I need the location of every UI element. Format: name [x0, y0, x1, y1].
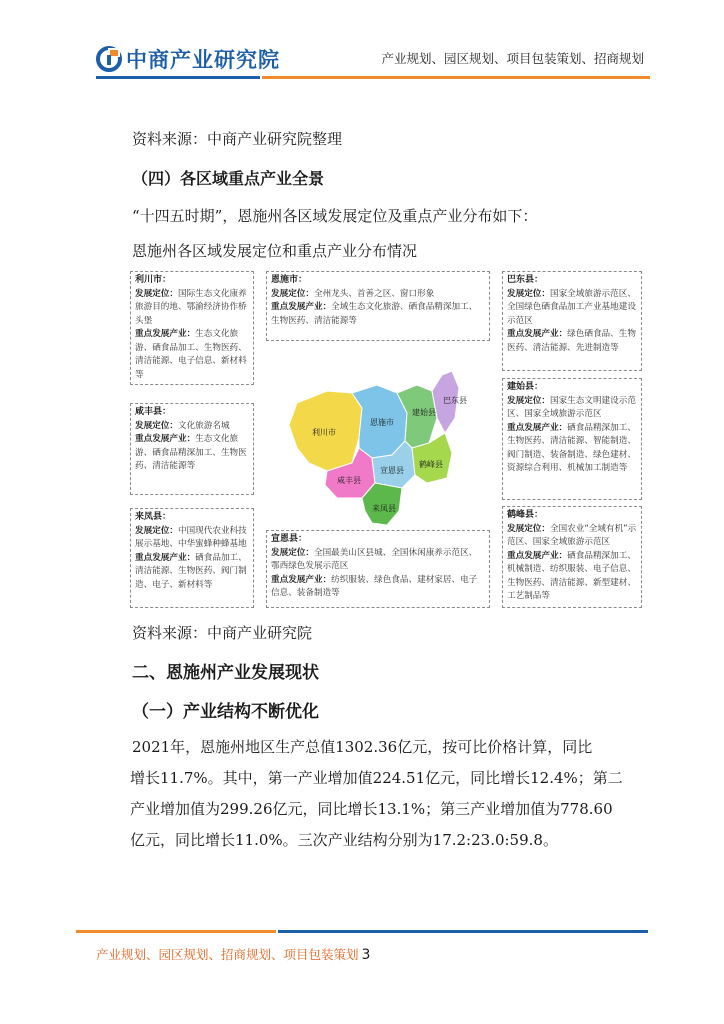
page-header [0, 0, 724, 90]
map-label-jianshi: 建始县 [412, 408, 436, 417]
subsection-heading: （一）产业结构不断优化 [132, 702, 319, 722]
footer-divider-blue [278, 930, 648, 933]
page-number: 3 [361, 947, 371, 963]
footer-text: 产业规划、园区规划、招商规划、项目包装策划 [96, 947, 359, 962]
map-label-badong: 巴东县 [443, 396, 467, 405]
paragraph-line: 增长11.7%。其中，第一产业增加值224.51亿元，同比增长12.4%；第二 [130, 769, 623, 787]
page-footer [96, 945, 370, 963]
logo-text: 中商产业研究院 [126, 48, 280, 72]
region-box-enshi: 恩施市： 发展定位：全州龙头、首善之区、窗口形象 重点发展产业：全域生态文化旅游、硒食品精深加工、生物医药、清洁能源等 [266, 271, 490, 341]
footer-divider-orange [76, 930, 276, 933]
region-box-xuanen: 宣恩县： 发展定位：全国最美山区县城、全国休闲康养示范区、鄂西绿色发展示范区 重点发展产业：纺织服装、绿色食品、建材家居、电子信息、装备制造等 [266, 530, 490, 608]
enshi-map [267, 363, 507, 533]
region-name: 巴东县： [507, 275, 544, 285]
region-name: 宣恩县： [271, 534, 308, 544]
map-label-enshi: 恩施市 [370, 418, 394, 427]
intro-text: “十四五时期”，恩施州各区域发展定位及重点产业分布如下： [132, 207, 538, 225]
region-name: 利川市： [135, 275, 172, 285]
paragraph-line: 产业增加值为299.26亿元，同比增长13.1%；第三产业增加值为778.60 [130, 800, 613, 818]
source-note-1: 资料来源：中商产业研究院整理 [132, 130, 343, 148]
header-tagline: 产业规划、园区规划、项目包装策划、招商规划 [381, 51, 644, 66]
map-label-xianfeng: 咸丰县 [337, 476, 361, 485]
region-box-laifeng: 来凤县： 发展定位：中国现代农业科技展示基地、中华蜜蜂种蜂基地 重点发展产业：硒食品加工、清洁能源、生物医药、阀门制造、电子、新材料等 [130, 508, 254, 608]
region-box-lichuan: 利川市： 发展定位：国际生态文化康养旅游目的地、鄂渝经济协作桥头堡 重点发展产业：生态文化旅游、硒食品加工、生物医药、清洁能源、电子信息、新材料等 [130, 271, 254, 385]
region-name: 建始县： [507, 382, 544, 392]
header-divider-blue [96, 76, 260, 79]
figure-title: 恩施州各区域发展定位和重点产业分布情况 [132, 242, 418, 260]
header-divider-orange [262, 76, 650, 79]
region-name: 咸丰县： [135, 407, 172, 417]
region-box-badong: 巴东县： 发展定位：国家全域旅游示范区、全国绿色硒食品加工产业基地建设示范区 重点发展产业：绿色硒食品、生物医药、清洁能源、先进制造等 [502, 271, 642, 371]
source-note-2: 资料来源：中商产业研究院 [132, 624, 313, 642]
paragraph-line: 2021年，恩施州地区生产总值1302.36亿元，按可比价格计算，同比 [132, 738, 593, 756]
section-heading: （四）各区域重点产业全景 [132, 169, 325, 188]
logo [96, 44, 280, 74]
region-name: 鹤峰县： [507, 510, 544, 520]
region-name: 恩施市： [271, 275, 308, 285]
chapter-heading: 二、恩施州产业发展现状 [132, 663, 319, 683]
region-box-xianfeng: 咸丰县： 发展定位：文化旅游名城 重点发展产业：生态文化旅游、硒食品精深加工、生物医药、清洁能源等 [130, 403, 254, 495]
region-figure [127, 268, 647, 610]
region-box-hefeng: 鹤峰县： 发展定位：全国农业“全域有机”示范区、国家全域旅游示范区 重点发展产业：硒食品精深加工、机械制造、纺织服装、电子信息、生物医药、清洁能源、新型建材、工艺制品等 [502, 506, 642, 608]
region-box-jianshi: 建始县： 发展定位：国家生态文明建设示范区、国家全域旅游示范区 重点发展产业：硒食品精深加工、生物医药、清洁能源、智能制造、阀门制造、装备制造、绿色建材、资源综合利用、机械加工制造等 [502, 378, 642, 500]
map-label-xuanen: 宣恩县 [380, 466, 404, 475]
logo-mark-icon [96, 46, 122, 72]
map-label-hefeng: 鹤峰县 [419, 460, 443, 469]
region-name: 来凤县： [135, 512, 172, 522]
economy-paragraph [132, 732, 644, 856]
map-label-lichuan: 利川市 [312, 428, 336, 437]
paragraph-line: 亿元，同比增长11.0%。三次产业结构分别为17.2:23.0:59.8。 [130, 831, 558, 849]
map-label-laifeng: 来凤县 [372, 504, 396, 513]
